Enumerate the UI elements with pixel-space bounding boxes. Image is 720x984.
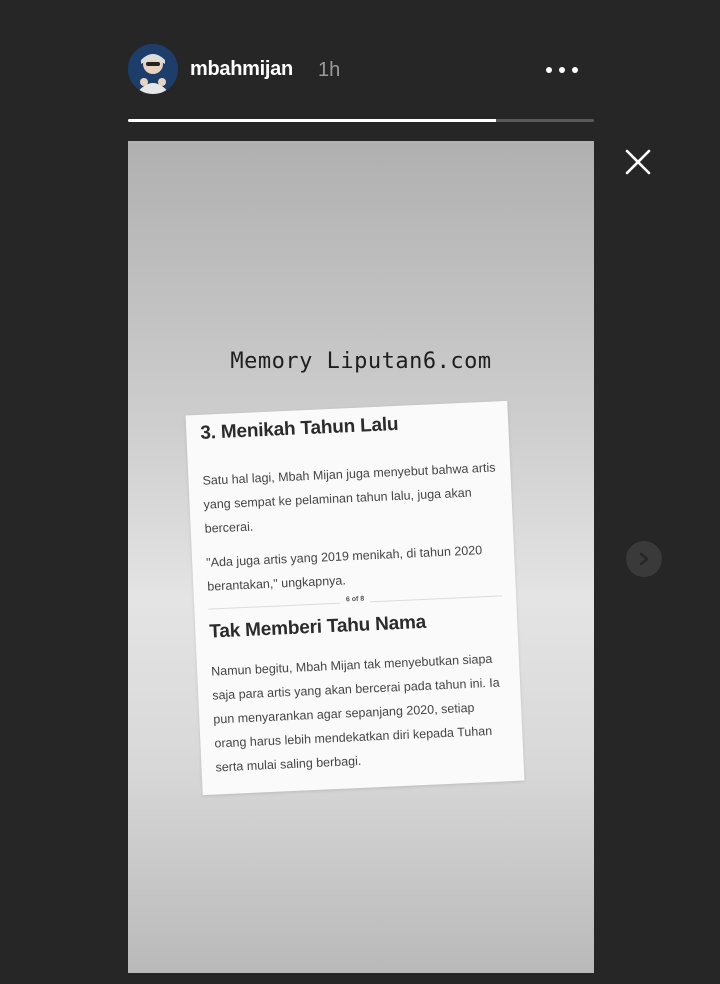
post-timestamp: 1h (318, 59, 341, 81)
close-button[interactable] (622, 146, 654, 178)
avatar[interactable] (128, 44, 178, 94)
article-paragraph: Namun begitu, Mbah Mijan tak menyebutkan siapa saja para artis yang akan bercerai pada tahun ini. Ia pun menyarankan agar sepanjang 2020, setiap orang harus lebih mendekatkan diri kepada Tuhan serta mulai saling berbagi. (210, 651, 500, 775)
article-divider (208, 595, 502, 609)
story-progress-fill (128, 119, 496, 122)
more-horizontal-icon (545, 66, 579, 74)
story-header (128, 44, 594, 98)
more-options-button[interactable] (544, 52, 580, 88)
story-caption: Memory Liputan6.com (230, 349, 492, 374)
article-screenshot (186, 401, 525, 795)
article-quote: "Ada juga artis yang 2019 menikah, di tahun 2020 berantakan," ungkapnya. (205, 543, 483, 594)
story-progress-bar (128, 119, 594, 122)
username[interactable]: mbahmijan (190, 58, 293, 80)
article-paragraph: Satu hal lagi, Mbah Mijan juga menyebut bahwa artis yang sempat ke pelaminan tahun lalu, juga akan bercerai. (202, 460, 496, 536)
article-section-title: Tak Memberi Tahu Nama (208, 611, 427, 643)
story-content[interactable] (128, 141, 594, 973)
avatar-image (128, 44, 178, 94)
article-section-title: 3. Menikah Tahun Lalu (199, 413, 399, 444)
chevron-right-icon (637, 552, 651, 566)
next-story-button[interactable] (626, 541, 662, 577)
article-page-counter: 6 of 8 (340, 595, 371, 603)
close-icon (625, 149, 651, 175)
